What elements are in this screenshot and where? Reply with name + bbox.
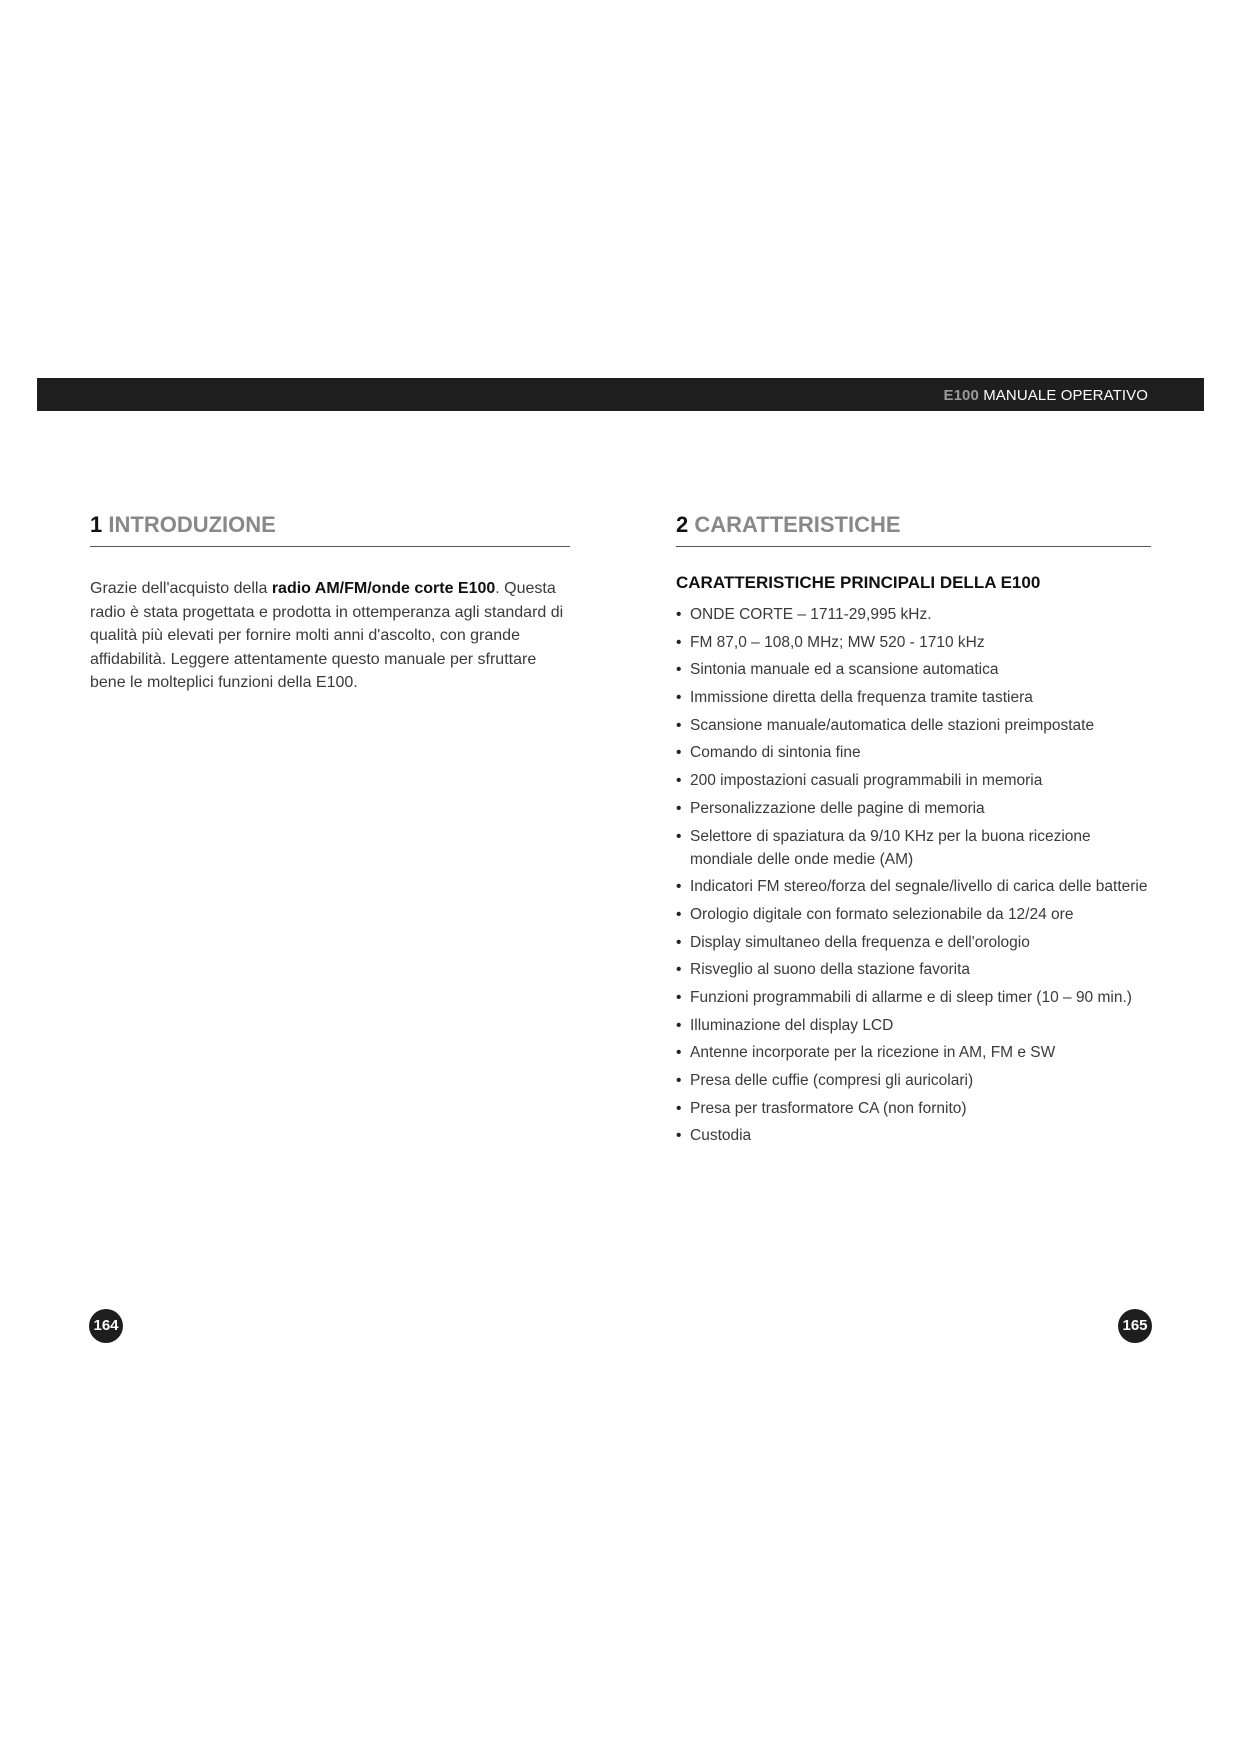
list-item: • FM 87,0 – 108,0 MHz; MW 520 - 1710 kHz: [676, 631, 1151, 654]
model-name: E100: [943, 387, 979, 404]
list-item: • Immissione diretta della frequenza tramite tastiera: [676, 686, 1151, 709]
bullet-icon: •: [676, 827, 682, 845]
bullet-icon: •: [676, 1072, 682, 1089]
bullet-icon: •: [676, 1127, 682, 1145]
bullet-icon: •: [676, 1044, 682, 1062]
bullet-icon: •: [676, 988, 682, 1006]
page-number-right: 165: [1118, 1309, 1152, 1343]
bullet-icon: •: [676, 933, 682, 951]
list-item: • Antenne incorporate per la ricezione in AM, FM e SW: [676, 1041, 1151, 1064]
intro-text-start: Grazie dell'acquisto della: [90, 580, 272, 597]
intro-text-end: . Questa radio è stata progettata e prodotta in ottemperanza agli standard di qualità più elevati per fornire molti anni d'ascolto, con grande affidabilità. Leggere attentamente questo manuale per sfruttare bene le molteplici funzioni della E100.: [90, 580, 564, 691]
intro-heading: [90, 500, 570, 547]
bullet-icon: •: [676, 606, 682, 623]
list-item: • Display simultaneo della frequenza e dell'orologio: [676, 931, 1151, 954]
features-section-title: CARATTERISTICHE: [694, 512, 901, 537]
header-bar: [37, 378, 1204, 411]
features-section-number: 2: [676, 512, 689, 537]
list-item: • ONDE CORTE – 1711-29,995 kHz.: [676, 603, 1151, 626]
intro-paragraph: [90, 577, 570, 695]
list-item: • Risveglio al suono della stazione favorita: [676, 958, 1151, 981]
bullet-icon: •: [676, 744, 682, 762]
bullet-icon: •: [676, 961, 682, 979]
list-item: • Personalizzazione delle pagine di memoria: [676, 797, 1151, 820]
bullet-icon: •: [676, 1016, 682, 1034]
page-left: [90, 500, 570, 711]
list-item: • Presa delle cuffie (compresi gli auricolari): [676, 1069, 1151, 1092]
features-list: [676, 603, 1151, 1147]
bullet-icon: •: [676, 1099, 682, 1117]
features-subheading: CARATTERISTICHE PRINCIPALI DELLA E100: [676, 573, 1041, 592]
manual-title: [943, 387, 1148, 404]
bullet-icon: •: [676, 661, 682, 679]
manual-label: MANUALE OPERATIVO: [983, 387, 1148, 404]
bullet-icon: •: [676, 633, 682, 651]
list-item: • Scansione manuale/automatica delle stazioni preimpostate: [676, 714, 1151, 737]
list-item: • Comando di sintonia fine: [676, 741, 1151, 764]
bullet-icon: •: [676, 799, 682, 817]
bullet-icon: •: [676, 772, 682, 790]
page-right: [676, 500, 1151, 1152]
list-item: • Presa per trasformatore CA (non fornito): [676, 1097, 1151, 1120]
bullet-icon: •: [676, 905, 682, 923]
list-item: • Orologio digitale con formato selezionabile da 12/24 ore: [676, 903, 1151, 926]
list-item: • Indicatori FM stereo/forza del segnale/livello di carica delle batterie: [676, 875, 1151, 898]
intro-text-product: radio AM/FM/onde corte E100: [271, 580, 496, 597]
list-item: • 200 impostazioni casuali programmabili in memoria: [676, 769, 1151, 792]
list-item: • Funzioni programmabili di allarme e di sleep timer (10 – 90 min.): [676, 986, 1151, 1009]
intro-section-number: 1: [90, 512, 103, 537]
features-heading: [676, 500, 1151, 547]
page-number-left: 164: [89, 1309, 123, 1343]
bullet-icon: •: [676, 689, 682, 707]
intro-section-title: INTRODUZIONE: [108, 512, 276, 537]
list-item: • Custodia: [676, 1124, 1151, 1147]
list-item: • Sintonia manuale ed a scansione automatica: [676, 658, 1151, 681]
list-item: • Selettore di spaziatura da 9/10 KHz per la buona ricezione mondiale delle onde medie (AM): [676, 825, 1151, 871]
list-item: • Illuminazione del display LCD: [676, 1014, 1151, 1037]
bullet-icon: •: [676, 716, 682, 734]
bullet-icon: •: [676, 878, 682, 896]
